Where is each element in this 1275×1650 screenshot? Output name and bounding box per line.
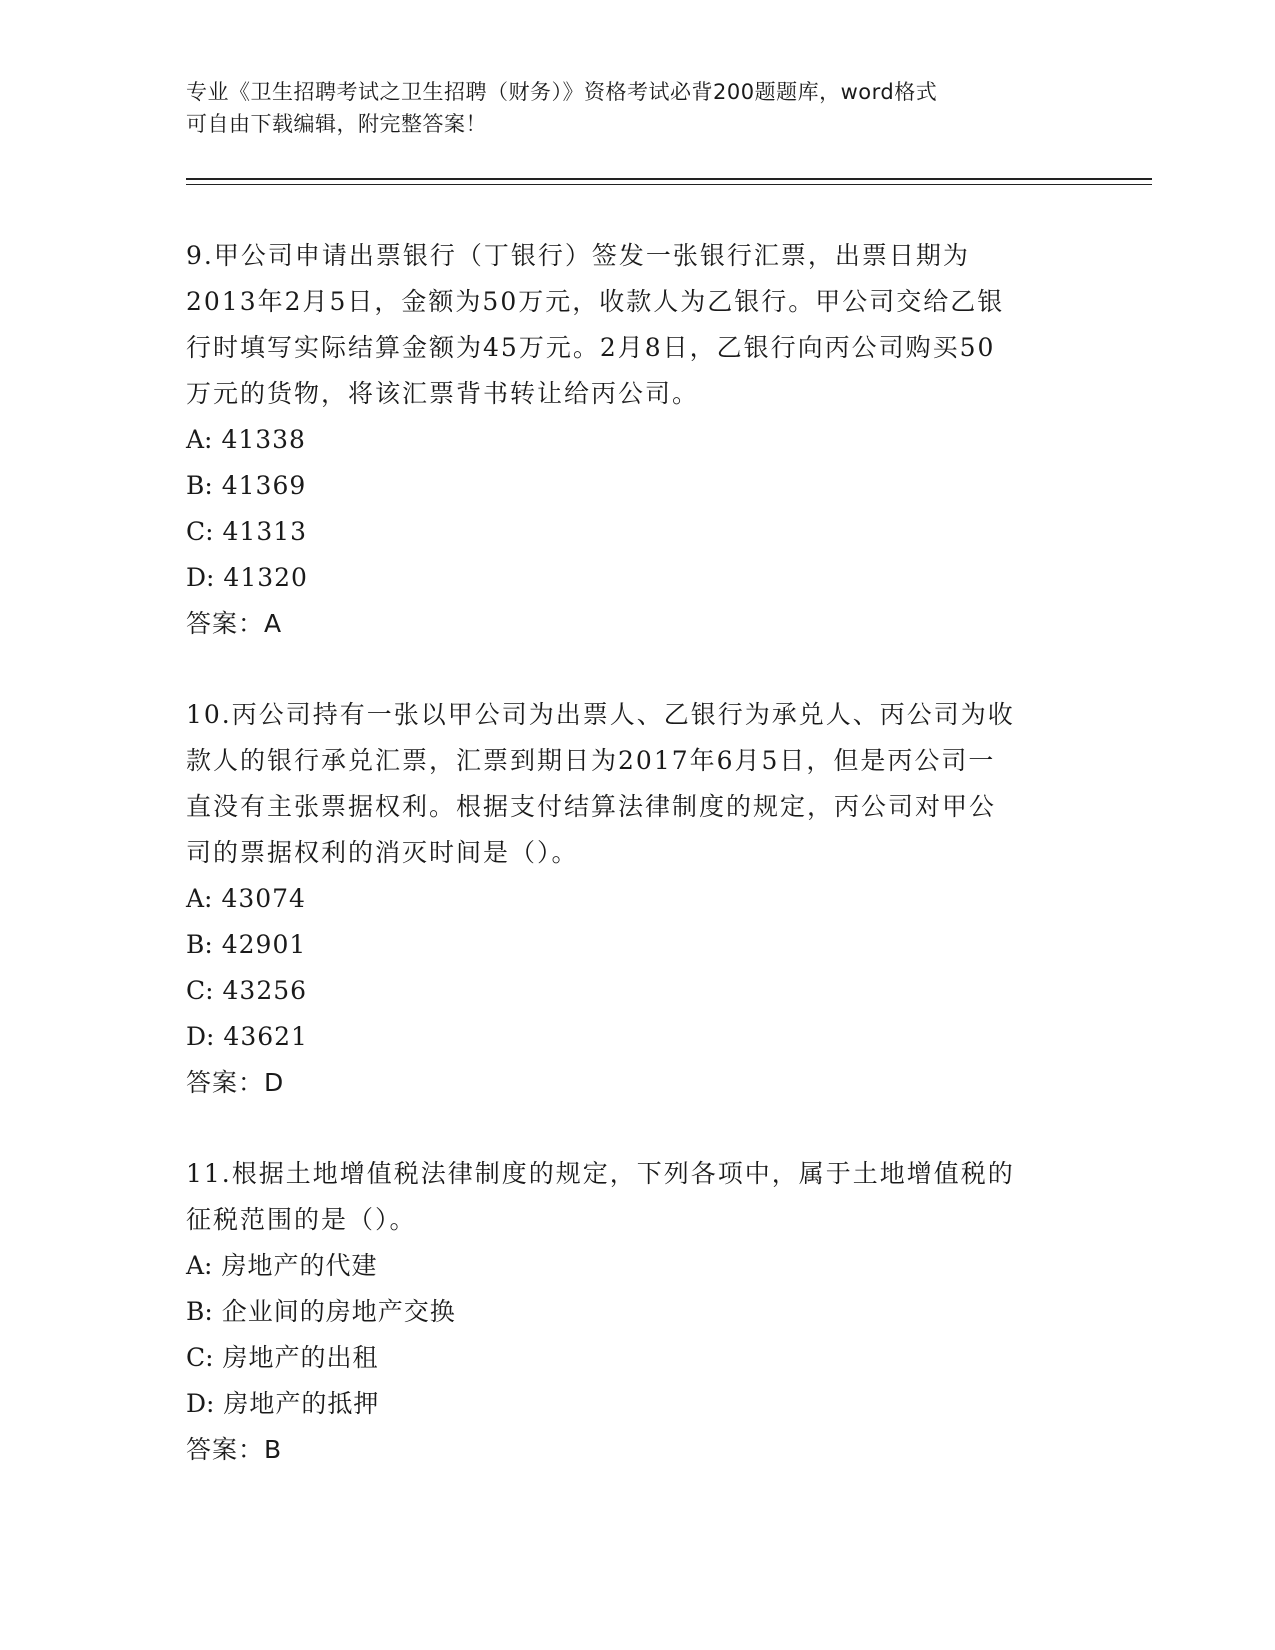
option-text: 房地产的出租 [222,1343,379,1372]
stem-line: 司的票据权利的消灭时间是（）。 [186,838,579,867]
option-a [186,417,1086,463]
question-stem [186,1151,1086,1243]
question-11 [186,1151,1086,1473]
answer-line: 答案：B [186,1435,283,1464]
question-9 [186,233,1086,647]
stem-line: 行时填写实际结算金额为45万元。2月8日，乙银行向丙公司购买50 [186,333,996,362]
option-label: C: [186,976,214,1005]
header-line-2: 可自由下载编辑，附完整答案！ [186,112,487,136]
option-text: 43256 [222,976,308,1005]
option-b [186,463,1086,509]
document-header [186,76,1086,140]
option-label: D: [186,563,215,592]
option-d [186,1381,1086,1427]
stem-line: 9.甲公司申请出票银行（丁银行）签发一张银行汇票，出票日期为 [186,241,970,270]
answer-line: 答案：D [186,1068,285,1097]
option-text: 41338 [221,425,306,454]
option-text: 房地产的抵押 [223,1389,380,1418]
option-label: C: [186,1343,214,1372]
option-c [186,1335,1086,1381]
option-label: A: [186,884,213,913]
option-label: C: [186,517,214,546]
option-label: B: [186,1297,213,1326]
option-text: 41313 [222,517,308,546]
stem-line: 10.丙公司持有一张以甲公司为出票人、乙银行为承兑人、丙公司为收 [186,700,1015,729]
header-divider-thin [186,184,1152,185]
stem-line: 直没有主张票据权利。根据支付结算法律制度的规定，丙公司对甲公 [186,792,997,821]
answer-line: 答案：A [186,609,283,638]
option-c [186,509,1086,555]
option-a [186,876,1086,922]
option-text: 43621 [223,1022,308,1051]
option-a [186,1243,1086,1289]
option-text: 41320 [223,563,308,592]
option-text: 43074 [221,884,306,913]
header-line-1: 专业《卫生招聘考试之卫生招聘（财务）》资格考试必背200题题库，word格式 [186,80,938,104]
option-text: 房地产的代建 [221,1251,378,1280]
stem-line: 万元的货物，将该汇票背书转让给丙公司。 [186,379,700,408]
option-label: D: [186,1389,215,1418]
stem-line: 11.根据土地增值税法律制度的规定，下列各项中，属于土地增值税的 [186,1159,1015,1188]
header-divider-thick [186,178,1152,180]
question-10 [186,692,1086,1106]
question-stem [186,692,1086,876]
option-label: A: [186,1251,213,1280]
option-text: 企业间的房地产交换 [221,1297,456,1326]
stem-line: 款人的银行承兑汇票，汇票到期日为2017年6月5日，但是丙公司一 [186,746,996,775]
option-text: 42901 [221,930,307,959]
option-c [186,968,1086,1014]
option-b [186,922,1086,968]
question-stem [186,233,1086,417]
option-label: B: [186,930,213,959]
stem-line: 征税范围的是（）。 [186,1205,417,1234]
option-d [186,1014,1086,1060]
option-label: A: [186,425,213,454]
option-text: 41369 [221,471,307,500]
stem-line: 2013年2月5日，金额为50万元，收款人为乙银行。甲公司交给乙银 [186,287,1005,316]
option-d [186,555,1086,601]
option-label: B: [186,471,213,500]
option-b [186,1289,1086,1335]
option-label: D: [186,1022,215,1051]
